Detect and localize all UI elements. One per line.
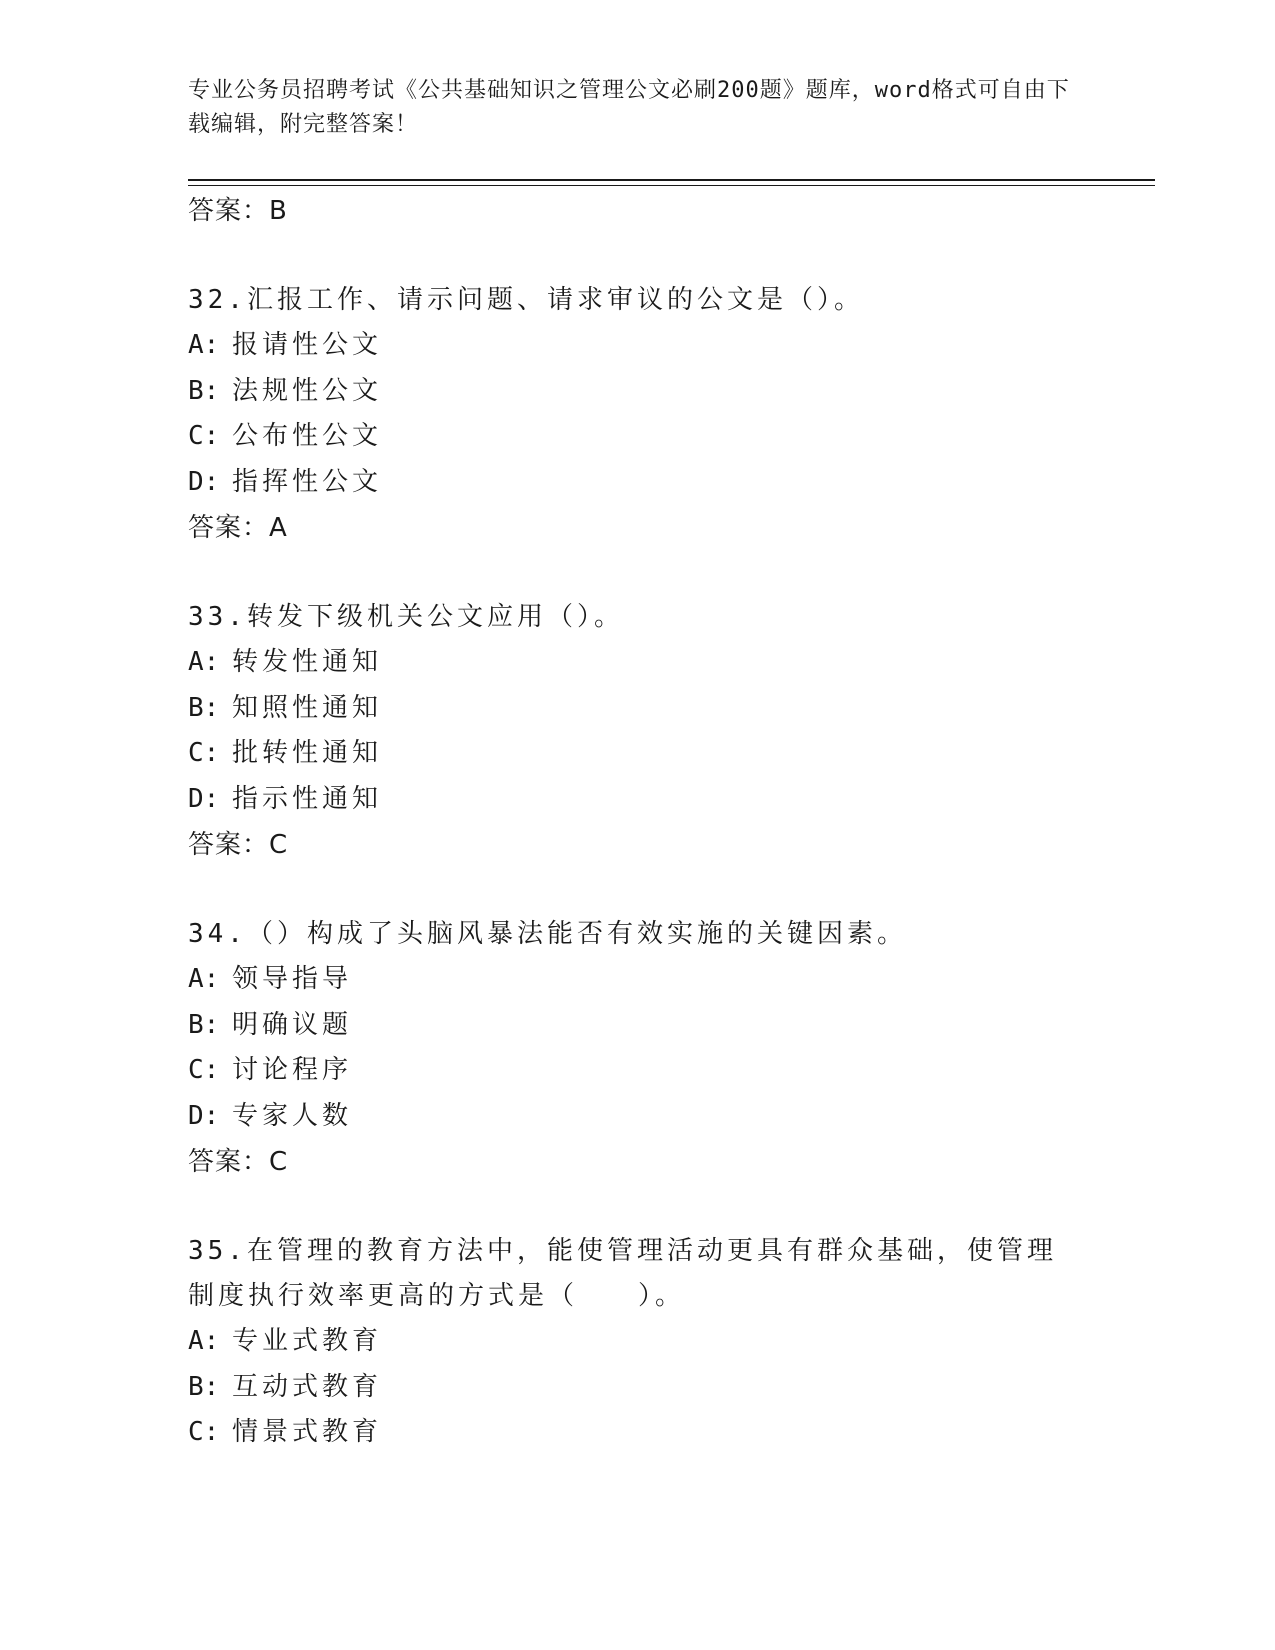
option-text: 讨论程序: [232, 1055, 353, 1085]
option-letter: B:: [188, 375, 220, 406]
spacer: [188, 234, 1088, 278]
question-block: [188, 278, 1088, 551]
answer-label: 答案：C: [188, 830, 289, 860]
option-letter: A:: [188, 1326, 220, 1356]
option-c: [188, 1048, 1088, 1094]
option-a: [188, 640, 1088, 686]
question-block: [188, 595, 1088, 868]
option-letter: A:: [188, 964, 220, 994]
spacer: [188, 1185, 1088, 1229]
option-d: [188, 777, 1088, 823]
option-letter: C:: [188, 738, 220, 768]
option-c: [188, 731, 1088, 777]
option-letter: C:: [188, 1417, 220, 1447]
answer-label: 答案：B: [188, 196, 288, 226]
option-b: [188, 1365, 1088, 1411]
option-b: [188, 1003, 1088, 1049]
option-a: [188, 323, 1088, 369]
option-letter: D:: [188, 783, 220, 814]
option-text: 指示性通知: [232, 783, 383, 814]
option-d: [188, 1094, 1088, 1140]
option-b: [188, 369, 1088, 415]
question-text: 35.在管理的教育方法中，能使管理活动更具有群众基础，使管理制度执行效率更高的方式是（ ）。: [188, 1236, 1057, 1311]
question-text: 33.转发下级机关公文应用（）。: [188, 602, 624, 632]
option-text: 情景式教育: [232, 1417, 383, 1447]
option-letter: B:: [188, 1009, 220, 1040]
option-letter: D:: [188, 1100, 220, 1131]
option-text: 公布性公文: [232, 421, 383, 451]
option-text: 报请性公文: [232, 330, 383, 360]
option-letter: D:: [188, 466, 220, 497]
option-text: 明确议题: [232, 1009, 353, 1040]
question-text: 32.汇报工作、请示问题、请求审议的公文是（）。: [188, 285, 864, 315]
option-text: 专家人数: [232, 1100, 353, 1131]
header-rule-thick: [188, 179, 1155, 181]
option-text: 互动式教育: [232, 1371, 383, 1402]
option-text: 法规性公文: [232, 375, 383, 406]
option-letter: A:: [188, 330, 220, 360]
option-c: [188, 1410, 1088, 1456]
option-text: 批转性通知: [232, 738, 383, 768]
header-rule-thin: [188, 185, 1155, 186]
option-text: 知照性通知: [232, 692, 383, 723]
option-letter: B:: [188, 692, 220, 723]
option-a: [188, 957, 1088, 1003]
option-letter: C:: [188, 1055, 220, 1085]
spacer: [188, 868, 1088, 912]
option-letter: C:: [188, 421, 220, 451]
option-letter: A:: [188, 647, 220, 677]
question-block: [188, 1229, 1088, 1456]
option-text: 转发性通知: [232, 647, 383, 677]
spacer: [188, 551, 1088, 595]
answer-label: 答案：A: [188, 513, 288, 543]
option-letter: B:: [188, 1371, 220, 1402]
option-d: [188, 460, 1088, 506]
option-a: [188, 1319, 1088, 1365]
question-block: [188, 912, 1088, 1185]
option-text: 指挥性公文: [232, 466, 383, 497]
document-header: 专业公务员招聘考试《公共基础知识之管理公文必刷200题》题库，word格式可自由下载编辑，附完整答案！: [188, 78, 1070, 137]
option-text: 领导指导: [232, 964, 353, 994]
question-list: [188, 188, 1088, 1456]
option-c: [188, 414, 1088, 460]
option-b: [188, 686, 1088, 732]
answer-label: 答案：C: [188, 1147, 289, 1177]
option-text: 专业式教育: [232, 1326, 383, 1356]
question-text: 34.（）构成了头脑风暴法能否有效实施的关键因素。: [188, 919, 907, 949]
